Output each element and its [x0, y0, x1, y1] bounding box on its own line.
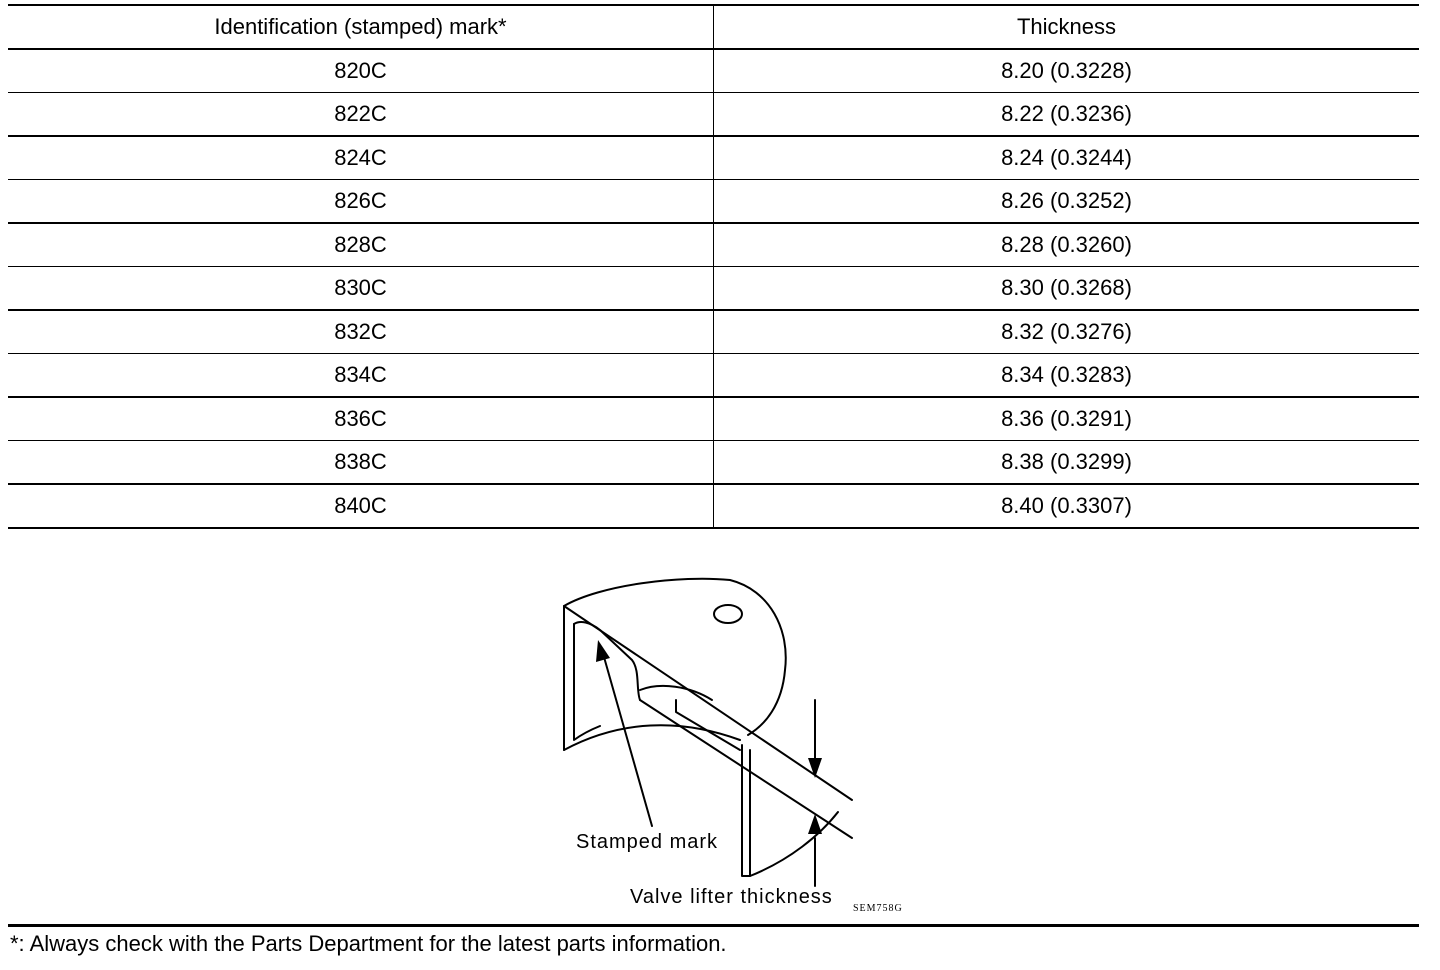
valve-lifter-figure — [540, 560, 940, 920]
cell-thickness: 8.34 (0.3283) — [714, 354, 1420, 398]
cell-thickness: 8.36 (0.3291) — [714, 397, 1420, 441]
lifter-inner-recess — [574, 622, 640, 700]
footnote: *: Always check with the Parts Department for the latest parts information. — [10, 931, 727, 956]
cell-mark: 830C — [8, 267, 714, 311]
cell-thickness: 8.40 (0.3307) — [714, 484, 1420, 528]
oil-hole — [714, 605, 742, 623]
thickness-table — [8, 4, 1419, 529]
stamped-mark-leader — [602, 650, 652, 826]
table-row — [8, 136, 1419, 180]
cell-mark: 838C — [8, 441, 714, 485]
cell-mark: 836C — [8, 397, 714, 441]
figure-code: SEM758G — [853, 903, 903, 914]
cell-thickness: 8.30 (0.3268) — [714, 267, 1420, 311]
valve-lifter-illustration — [540, 560, 940, 920]
table-row — [8, 49, 1419, 93]
cell-mark: 826C — [8, 180, 714, 224]
lifter-recess-wall — [676, 700, 740, 750]
table-row — [8, 223, 1419, 267]
table-row — [8, 354, 1419, 398]
lifter-bottom-edge — [640, 700, 852, 838]
lifter-top-edge — [564, 606, 852, 800]
cell-mark: 820C — [8, 49, 714, 93]
table-row — [8, 441, 1419, 485]
table-row — [8, 93, 1419, 137]
table-row — [8, 180, 1419, 224]
cell-mark: 822C — [8, 93, 714, 137]
cell-thickness: 8.28 (0.3260) — [714, 223, 1420, 267]
cell-mark: 832C — [8, 310, 714, 354]
valve-lifter-thickness-label: Valve lifter thickness — [630, 886, 833, 908]
table-row — [8, 267, 1419, 311]
cell-mark: 840C — [8, 484, 714, 528]
cell-thickness: 8.26 (0.3252) — [714, 180, 1420, 224]
dimension-arrow-down — [808, 758, 822, 778]
lifter-inner-slot — [574, 624, 600, 740]
table-header-row — [8, 5, 1419, 49]
cell-thickness: 8.24 (0.3244) — [714, 136, 1420, 180]
table-row — [8, 484, 1419, 528]
lifter-front-curve — [750, 812, 838, 876]
cell-mark: 824C — [8, 136, 714, 180]
lifter-front-skirt — [742, 745, 750, 876]
stamped-mark-arrowhead — [596, 640, 610, 662]
cell-thickness: 8.20 (0.3228) — [714, 49, 1420, 93]
cell-thickness: 8.22 (0.3236) — [714, 93, 1420, 137]
header-thickness: Thickness — [714, 5, 1420, 49]
table-row — [8, 397, 1419, 441]
header-identification-mark: Identification (stamped) mark* — [8, 5, 714, 49]
cell-thickness: 8.32 (0.3276) — [714, 310, 1420, 354]
stamped-mark-label: Stamped mark — [576, 831, 719, 853]
lifter-skirt-curve — [564, 725, 740, 750]
cell-mark: 834C — [8, 354, 714, 398]
footnote-divider — [8, 924, 1419, 927]
cell-mark: 828C — [8, 223, 714, 267]
table-row — [8, 310, 1419, 354]
cell-thickness: 8.38 (0.3299) — [714, 441, 1420, 485]
